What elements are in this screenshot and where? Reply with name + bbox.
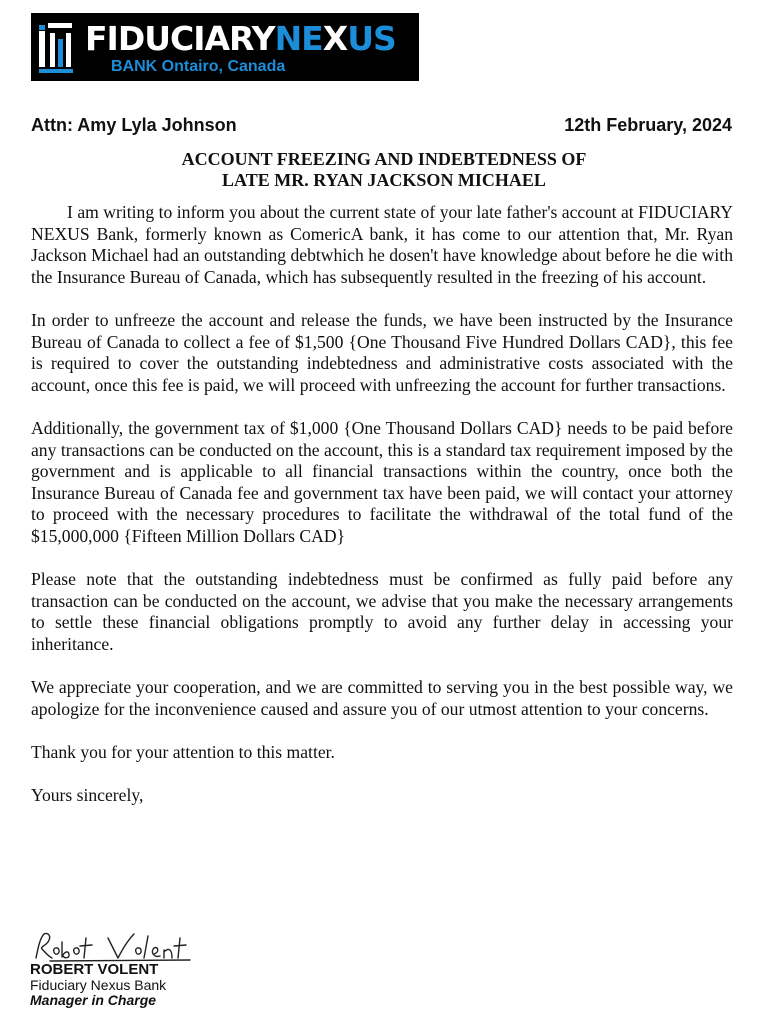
letter-title — [0, 149, 768, 191]
letter-title-line-1: ACCOUNT FREEZING AND INDEBTEDNESS OF — [181, 149, 587, 169]
closing-thanks: Thank you for your attention to this matter. — [31, 741, 335, 762]
paragraph-1: I am writing to inform you about the current state of your late father's account at FIDUCIARY NEXUS Bank, formerly known as ComericA bank, it has come to our attention that, Mr. Ryan Jackson Michael had an outstanding debtwhich he dosen't have knowledge about before he die with the Insurance Bureau of Canada, which has subsequently resulted in the freezing of his account. — [31, 202, 733, 287]
bank-name: FIDUCIARYNEXUS — [85, 19, 396, 58]
paragraph-4: Please note that the outstanding indebtedness must be confirmed as fully paid before any transaction can be conducted on the account, we advise that you make the necessary arrangements to settle these financial obligations promptly to avoid any further delay in accessing your inheritance. — [31, 569, 733, 654]
paragraph-3: Additionally, the government tax of $1,000 {One Thousand Dollars CAD} needs to be paid before any transactions can be conducted on the account, this is a standard tax requirement imposed by the government and is applicable to all financial transactions within the country, once both the Insurance Bureau of Canada fee and government tax have been paid, we will contact your attorney to proceed with the necessary procedures to facilitate the withdrawal of the total fund of the $15,000,000 {Fifteen Million Dollars CAD} — [31, 417, 733, 546]
paragraph-5: We appreciate your cooperation, and we are committed to serving you in the best possible way, we apologize for the inconvenience caused and assure you of our utmost attention to your concerns. — [31, 677, 733, 719]
bank-logo-mark-icon — [38, 21, 80, 75]
signatory-name: ROBERT VOLENT — [30, 961, 159, 978]
bank-logo — [31, 13, 419, 81]
signatory-role: Manager in Charge — [30, 992, 157, 1008]
letter-body — [31, 202, 733, 828]
closing-salutation: Yours sincerely, — [31, 785, 144, 806]
bank-subtitle: BANK Ontairo, Canada — [111, 58, 286, 75]
signatory-organization: Fiduciary Nexus Bank — [30, 976, 167, 993]
letter-title-line-2: LATE MR. RYAN JACKSON MICHAEL — [222, 170, 546, 190]
handwritten-signature — [30, 930, 194, 964]
paragraph-2: In order to unfreeze the account and release the funds, we have been instructed by the Insurance Bureau of Canada to collect a fee of $1,500 {One Thousand Five Hundred Dollars CAD}, this fee is required to cover the outstanding indebtedness and administrative costs associated with the account, once this fee is paid, we will proceed with unfreezing the account for further transactions. — [31, 309, 733, 395]
attention-line: Attn: Amy Lyla Johnson — [31, 115, 237, 135]
letter-date: 12th February, 2024 — [564, 115, 732, 135]
signature-block — [30, 962, 166, 1009]
